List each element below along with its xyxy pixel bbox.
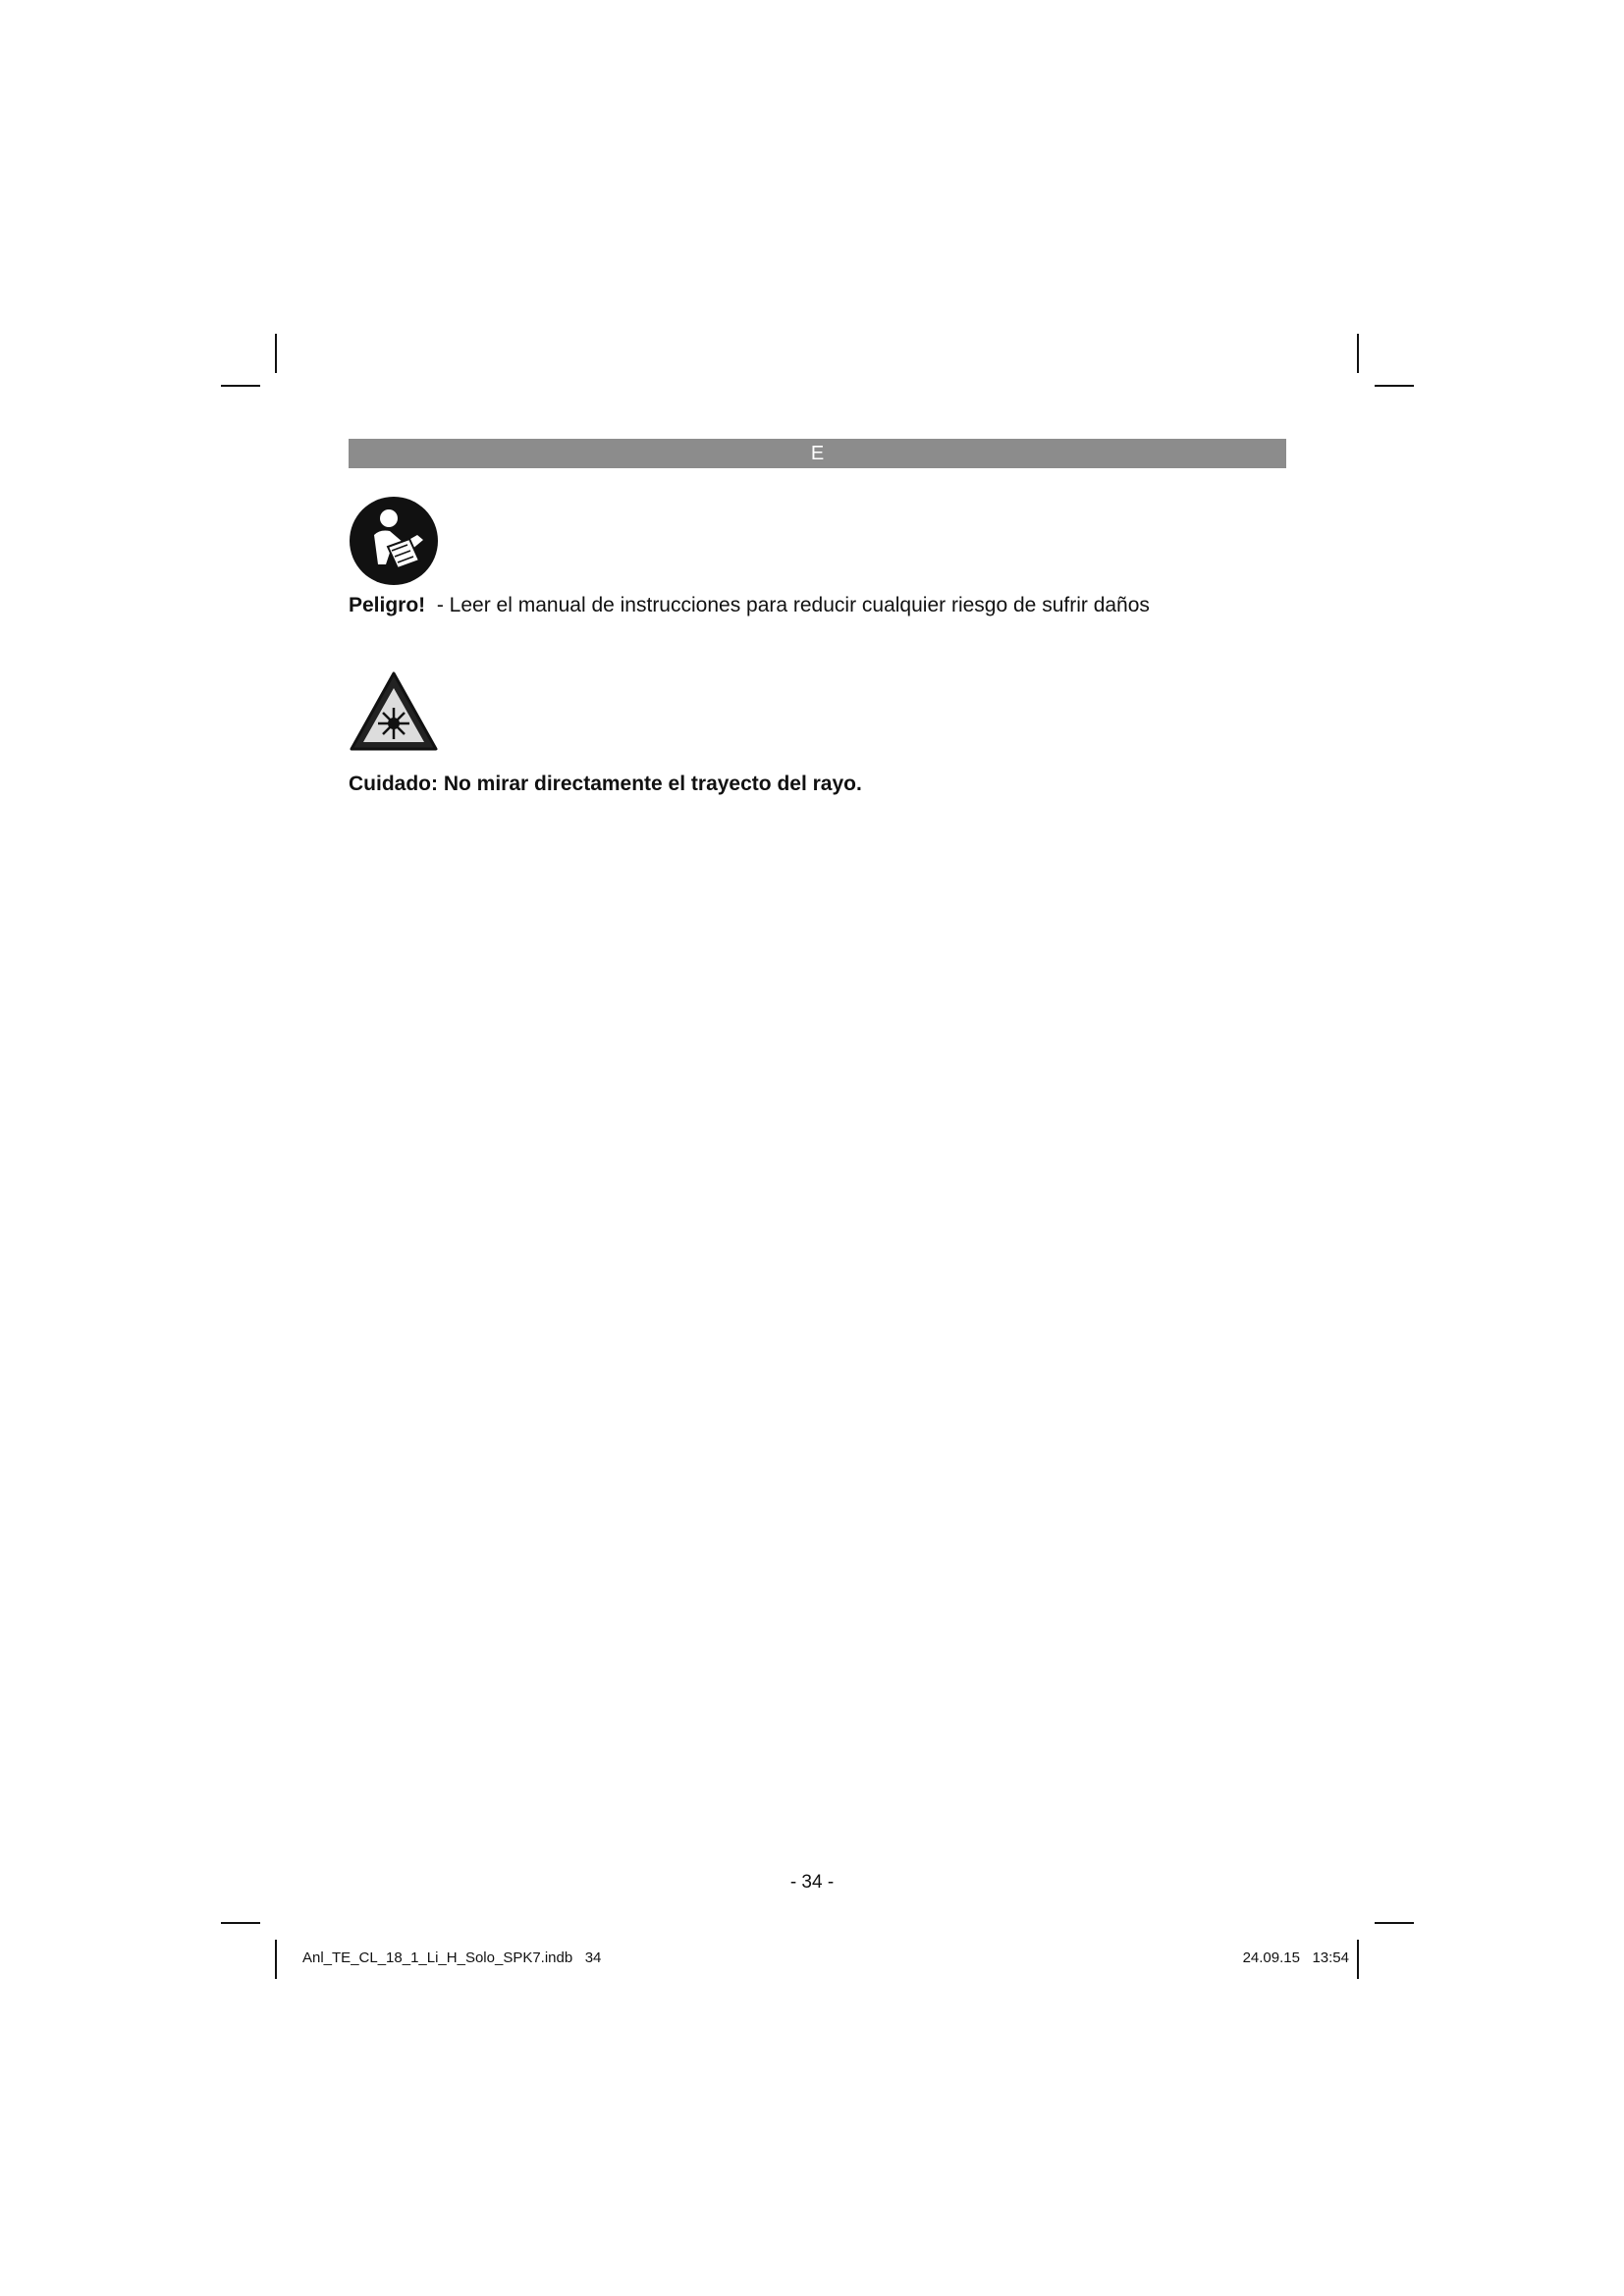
read-manual-icon bbox=[349, 496, 439, 586]
crop-mark-bottom-right-v bbox=[1357, 1940, 1359, 1979]
footer-file-name: Anl_TE_CL_18_1_Li_H_Solo_SPK7.indb 34 bbox=[302, 1949, 602, 1966]
warning-text: - Leer el manual de instrucciones para reducir cualquier riesgo de sufrir daños bbox=[436, 594, 1150, 616]
warning-label: Peligro! bbox=[349, 594, 426, 616]
crop-mark-bottom-left-v bbox=[275, 1940, 277, 1979]
crop-mark-bottom-left-h bbox=[221, 1922, 260, 1924]
language-section-bar: E bbox=[349, 439, 1286, 468]
footer-timestamp: 24.09.15 13:54 bbox=[1242, 1949, 1349, 1966]
crop-mark-top-left-h bbox=[221, 385, 260, 387]
crop-mark-bottom-right-h bbox=[1375, 1922, 1414, 1924]
page-number: - 34 - bbox=[789, 1872, 835, 1893]
crop-mark-top-right-v bbox=[1357, 334, 1359, 373]
crop-mark-top-right-h bbox=[1375, 385, 1414, 387]
warning-laser-text: Cuidado: No mirar directamente el trayecto del rayo. bbox=[349, 773, 862, 795]
warning-read-manual bbox=[349, 594, 1150, 617]
crop-mark-top-left-v bbox=[275, 334, 277, 373]
laser-warning-icon bbox=[349, 670, 439, 753]
